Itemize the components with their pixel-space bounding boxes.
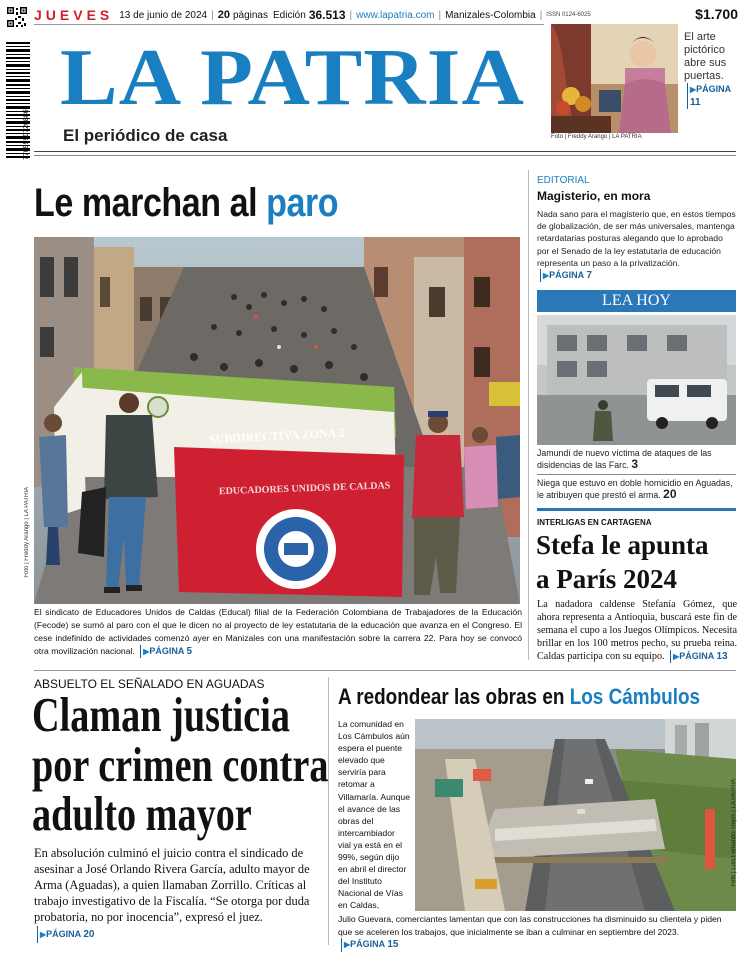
edition-label: Edición [273, 9, 306, 21]
date-text: 13 de junio de 2024 [119, 9, 208, 21]
price: $1.700 [695, 6, 738, 22]
lea-hoy-item1-page: 3 [631, 457, 639, 471]
stefa-headline-line2: a París 2024 [536, 564, 677, 594]
painting-photo-credit: Foto | Freddy Arango | LA PATRIA [551, 134, 642, 140]
green-banner-text: SUBDIRECTIVA ZONA 2 [208, 425, 346, 447]
march-photo [24, 237, 520, 604]
cambulos-bottom-text [338, 913, 736, 952]
date-line-rule [34, 24, 544, 25]
masthead-rule [34, 151, 736, 152]
painting-photo [551, 24, 678, 133]
day-label: JUEVES [34, 7, 114, 23]
stefa-kicker: INTERLIGAS EN CARTAGENA [537, 518, 652, 527]
pages-count: 20 [217, 9, 230, 21]
stefa-page-ref[interactable]: ▶PÁGINA 13 [670, 650, 727, 663]
lea-hoy-item2[interactable] [537, 478, 736, 501]
lea-hoy-item1-text: Jamundí de nuevo víctima de ataques de las disidencias de las Farc. [537, 448, 712, 470]
lea-hoy-header: LEA HOY [537, 290, 736, 312]
cambulos-photo [415, 719, 736, 911]
cambulos-bottom-text-body: Julio Guevara, comerciantes lamentan que con las construcciones ha disminuido su clientela y piden que se aceleren los trabajos, que inicialmente se iban a culminar en septiembre del 2023. [338, 914, 722, 937]
march-photo-credit: Foto | Freddy Arango | LA PATRIA [24, 487, 30, 578]
justicia-body [34, 845, 324, 943]
justicia-body-text: En absolución culminó el juicio contra el sindicado de asesinar a José Orlando Rivera García, adulto mayor de Arma (Aguadas), a quien llamaban Zorrillo. Críticas al trabajo investigativo de la Fiscalía. “Se otorga por duda probatoria, no por inocencia”, expresó el juez. [34, 846, 310, 924]
main-caption [34, 606, 522, 658]
editorial-kicker: EDITORIAL [537, 175, 590, 186]
cambulos-headline [338, 684, 700, 710]
bottom-section-rule [34, 670, 736, 671]
cambulos-page-ref[interactable]: ▶PÁGINA 15 [341, 938, 398, 952]
main-headline-part2: paro [266, 181, 339, 225]
stefa-body-text: La nadadora caldense Stefanía Gómez, que ahora representa a Antioquia, buscará este fin de semana el cupo a los Juegos Olímpicos. Necesita brillar en los 100 metros pecho, su prueba reina. Caldas participa con su equipo. [537, 599, 737, 662]
editorial-title: Magisterio, en mora [537, 189, 651, 203]
main-headline-part1: Le marchan al [34, 181, 258, 225]
stefa-body [537, 598, 737, 663]
lea-hoy-item2-text: Niega que estuvo en doble homicidio en Aguadas, le atribuyen que prestó el arma. [537, 478, 733, 500]
main-page-ref[interactable]: ▶PÁGINA 5 [140, 645, 192, 658]
slogan: El periódico de casa [63, 126, 228, 145]
lea-hoy-divider [537, 474, 736, 475]
cambulos-side-text: La comunidad en Los Cámbulos aún espera el puente elevado que serviría para retomar a Villamaría. Aunque el avance de las obras del intercambiador vial ya está en el 99%, según dijo en abril el director del Instituto Nacional de Vías en Caldas, [338, 719, 410, 911]
cambulos-headline-part1: A redondear las obras en [338, 684, 565, 709]
barcode-number: 7709990726886 [23, 109, 30, 160]
website-link[interactable]: www.lapatria.com [356, 9, 435, 21]
stefa-headline-line1: Stefa le apunta [536, 530, 709, 560]
edition-number: 36.513 [308, 8, 346, 22]
issn-text: ISSN 0124-6025 [546, 12, 591, 18]
teaser-text-body: El arte pictórico abre sus puertas. [684, 31, 727, 82]
justicia-kicker: ABSUELTO EL SEÑALADO EN AGUADAS [34, 677, 265, 691]
editorial-body-text: Nada sano para el magisterio que, en estos tiempos de globalización, de ser más universales, mantenga retardatarias posturas alegando que lo aprobado por el Senado de la ley estatutaria de educación representa un paso a la privatización. [537, 209, 736, 268]
editorial-body [537, 208, 737, 282]
justicia-headline-line2: por crimen contra [32, 737, 329, 792]
pages-word: páginas [232, 9, 268, 21]
justicia-headline-line1: Claman justicia [32, 687, 290, 742]
location-text: Manizales-Colombia [445, 9, 536, 21]
teaser-text [684, 31, 740, 109]
masthead-logo: LA PATRIA [60, 34, 525, 122]
main-caption-text: El sindicato de Educadores Unidos de Caldas (Educal) filial de la Federación Colombiana de Trabajadores de la Educación (Fecode) se sumó al paro con el que le dicen no al proyecto de ley estatutaria de la educación que avanza en el Congreso. El cese indefinido de actividades comenzó ayer en Manizales con una manifestación sobre la carrera 22. Para hoy se convocó otra movilización nacional. [34, 607, 522, 656]
lea-hoy-bottom-rule [537, 508, 736, 511]
justicia-page-ref[interactable]: ▶PÁGINA 20 [37, 926, 94, 943]
column-rule [528, 170, 529, 660]
lea-hoy-item1[interactable] [537, 448, 736, 471]
bottom-column-rule [328, 677, 329, 945]
cambulos-photo-credit: Foto | Luis Fernando Trejos | LA PATRIA [731, 779, 737, 887]
qr-code [6, 6, 28, 28]
lea-hoy-item2-page: 20 [663, 487, 677, 501]
date-line: JUEVES 13 de junio de 2024 | 20 páginas Edición 36.513 | www.lapatria.com | Manizales-Colombia | ISSN 0124-6025 [34, 7, 591, 23]
red-banner-text: EDUCADORES UNIDOS DE CALDAS [218, 480, 391, 498]
cambulos-headline-part2: Los Cámbulos [569, 684, 701, 709]
justicia-headline-line3: adulto mayor [32, 786, 252, 841]
masthead-rule-2 [34, 155, 736, 156]
teaser-page-ref[interactable]: ▶PÁGINA 11 [687, 83, 740, 109]
main-headline [34, 180, 338, 226]
editorial-page-ref[interactable]: ▶PÁGINA 7 [540, 269, 592, 282]
jamundi-photo [537, 315, 736, 445]
